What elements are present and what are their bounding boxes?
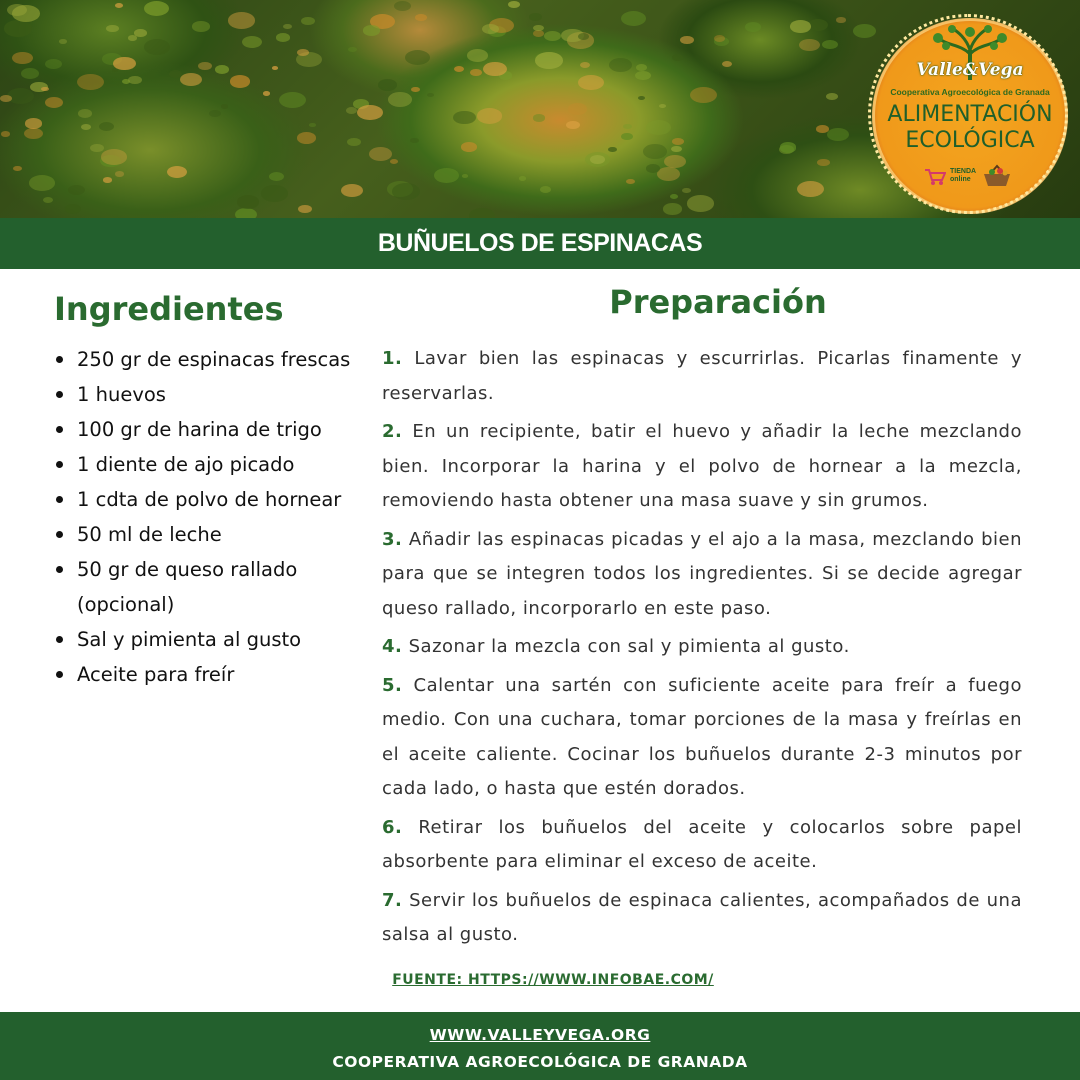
preparation-step [382,811,1022,880]
texture-speck [29,175,55,191]
texture-speck [646,164,661,173]
texture-speck [454,66,464,72]
texture-speck [115,171,125,177]
texture-speck [664,155,686,168]
texture-speck [276,33,290,41]
basket-icon [982,164,1012,188]
ingredient-item [54,552,364,622]
texture-speck [21,68,39,79]
step-number: 6. [382,816,403,838]
hero-food-photo [0,0,1080,218]
texture-speck [279,92,306,108]
ingredient-text: 250 gr de espinacas frescas [77,348,351,371]
texture-speck [272,66,278,70]
preparation-step [382,415,1022,519]
recipe-title-bar [0,218,1080,269]
texture-speck [230,75,250,87]
texture-speck [115,3,123,8]
bullet-icon [56,461,63,468]
texture-speck [470,69,481,76]
texture-speck [144,39,170,55]
texture-speck [198,62,212,70]
ingredient-text: 50 gr de queso rallado (opcional) [77,558,298,616]
ingredients-list [54,342,364,692]
texture-speck [682,188,691,193]
texture-speck [827,128,849,141]
preparation-step [382,342,1022,411]
badge-tienda-word: TIENDA [950,168,977,175]
step-number: 1. [382,348,403,369]
texture-speck [462,174,468,178]
badge-line-ecologica: ECOLÓGICA [905,128,1035,153]
texture-speck [261,185,288,201]
step-number: 2. [382,421,403,442]
texture-speck [113,57,135,70]
texture-speck [0,95,12,102]
preparation-step [382,669,1022,807]
texture-speck [78,109,92,118]
bullet-icon [56,391,63,398]
texture-speck [101,149,127,165]
ingredient-item [54,412,364,447]
texture-speck [790,20,811,32]
ingredient-text: 1 huevos [77,383,166,406]
texture-speck [529,13,542,21]
texture-speck [590,155,605,164]
ingredient-item [54,342,364,377]
texture-speck [621,133,632,140]
texture-speck [390,159,398,164]
step-text: Añadir las espinacas picadas y el ajo a la masa, mezclando bien para que se integren todos los ingredientes. Si se decide agregar queso rallado, incorporarlo en este paso. [382,528,1022,619]
texture-speck [301,17,315,25]
badge-online-word: online [950,176,971,183]
step-number: 5. [382,674,403,696]
texture-speck [580,62,590,68]
texture-speck [106,25,118,32]
ingredients-heading: Ingredientes [54,290,284,328]
ingredient-item [54,657,364,692]
texture-speck [663,203,682,214]
texture-speck [608,147,617,153]
step-number: 7. [382,889,403,911]
texture-speck [81,124,91,130]
texture-speck [45,97,63,108]
texture-speck [43,197,53,203]
texture-speck [672,138,684,145]
bullet-icon [56,636,63,643]
texture-speck [12,52,34,65]
bullet-icon [56,671,63,678]
step-text: Sazonar la mezcla con sal y pimienta al gusto. [408,636,850,657]
footer-website-link[interactable]: WWW.VALLEYVEGA.ORG [429,1026,651,1044]
preparation-step [382,523,1022,627]
texture-speck [1,131,11,137]
step-text: Retirar los buñuelos del aceite y colocarlos sobre papel absorbente para eliminar el exceso de aceite. [382,816,1022,872]
texture-speck [477,108,503,123]
texture-speck [578,33,589,40]
texture-speck [122,79,130,84]
texture-speck [635,71,651,81]
texture-speck [128,35,138,41]
texture-speck [405,50,430,65]
badge-brand-name: Valle&Vega [916,60,1024,80]
texture-speck [690,87,717,103]
texture-speck [826,93,838,100]
ingredient-text: Aceite para freír [77,663,235,686]
texture-speck [461,142,477,152]
texture-speck [192,21,209,31]
texture-speck [99,122,114,131]
texture-speck [568,103,587,114]
texture-speck [636,64,647,71]
texture-speck [453,111,475,124]
texture-speck [680,36,694,45]
texture-speck [269,172,284,181]
texture-speck [298,205,312,213]
texture-speck [283,24,292,30]
badge-tienda-online [950,168,976,184]
step-text: Lavar bien las espinacas y escurrirlas. Picarlas finamente y reservarlas. [382,348,1022,404]
texture-speck [167,166,187,178]
bullet-icon [56,356,63,363]
footer-bar [0,1012,1080,1080]
texture-speck [621,11,646,26]
texture-speck [411,87,419,92]
bullet-icon [56,566,63,573]
ingredient-item [54,482,364,517]
texture-speck [65,204,81,213]
texture-speck [799,39,820,52]
bullet-icon [56,426,63,433]
texture-speck [535,52,563,69]
texture-speck [822,40,838,49]
texture-speck [215,65,230,74]
texture-speck [533,114,545,121]
texture-speck [670,194,678,199]
texture-speck [357,105,382,120]
texture-speck [722,61,732,67]
texture-speck [297,49,309,56]
texture-speck [410,138,419,144]
texture-speck [687,195,714,211]
texture-speck [817,159,829,166]
texture-speck [427,93,434,97]
texture-speck [378,79,397,91]
texture-speck [659,104,666,108]
texture-speck [578,75,604,90]
texture-speck [348,47,356,52]
texture-speck [25,118,42,128]
texture-speck [13,166,22,171]
step-text: Servir los buñuelos de espinaca calientes, acompañados de una salsa al gusto. [382,889,1022,945]
texture-speck [853,24,876,38]
ingredient-item [54,622,364,657]
texture-speck [392,183,420,200]
texture-speck [369,147,392,161]
texture-speck [797,181,824,197]
texture-speck [297,132,316,143]
texture-speck [309,123,315,127]
ingredient-item [54,447,364,482]
texture-speck [415,14,426,21]
texture-speck [209,110,222,118]
texture-speck [45,59,62,69]
recipe-title: BUÑUELOS DE ESPINACAS [377,229,703,257]
texture-speck [434,168,459,183]
texture-speck [144,1,169,16]
ingredient-text: 100 gr de harina de trigo [77,418,322,441]
ingredient-item [54,517,364,552]
texture-speck [544,31,561,41]
texture-speck [4,20,32,37]
texture-speck [237,195,259,208]
texture-speck [388,92,412,107]
step-number: 3. [382,528,403,550]
preparation-step [382,630,1022,665]
texture-speck [836,17,845,23]
texture-speck [469,208,495,218]
badge-coop-name: Cooperativa Agroecológica de Granada [890,87,1050,97]
texture-speck [643,144,667,159]
preparation-step [382,884,1022,953]
source-link[interactable]: FUENTE: HTTPS://WWW.INFOBAE.COM/ [392,972,714,988]
texture-speck [508,1,520,8]
preparation-steps [382,342,1022,957]
texture-speck [24,128,43,140]
bullet-icon [56,496,63,503]
texture-speck [623,124,632,129]
step-text: En un recipiente, batir el huevo y añadir la leche mezclando bien. Incorporar la harina y el polvo de hornear a la mezcla, removiendo hasta obtener una masa suave y sin grumos. [382,421,1022,511]
texture-speck [657,167,681,181]
texture-speck [780,142,797,152]
texture-speck [646,120,671,135]
texture-speck [59,39,67,44]
valle-vega-logo-badge [872,18,1068,214]
ingredient-text: 50 ml de leche [77,523,222,546]
texture-speck [347,138,361,146]
texture-speck [68,185,85,195]
texture-speck [638,96,645,100]
ingredient-text: Sal y pimienta al gusto [77,628,302,651]
step-text: Calentar una sartén con suficiente aceite para freír a fuego medio. Con una cuchara, tomar porciones de la masa y freírlas en el aceite caliente. Cocinar los buñuelos durante 2-3 minutos por cada lado, o hasta que estén dorados. [382,674,1022,799]
texture-speck [745,22,761,32]
footer-coop-name: COOPERATIVA AGROECOLÓGICA DE GRANADA [332,1053,748,1071]
texture-speck [235,208,257,218]
bullet-icon [56,531,63,538]
texture-speck [180,73,203,87]
texture-speck [467,49,488,62]
texture-speck [228,12,256,29]
texture-speck [363,25,381,36]
texture-speck [609,58,632,72]
texture-speck [103,177,112,182]
texture-speck [394,1,411,11]
texture-speck [540,186,551,193]
texture-speck [671,146,682,153]
texture-speck [7,4,27,16]
texture-speck [90,144,103,152]
ingredient-item [54,377,364,412]
texture-speck [242,36,263,48]
texture-speck [519,176,527,181]
texture-speck [566,121,580,129]
preparation-heading: Preparación [609,283,827,321]
step-number: 4. [382,636,403,657]
texture-speck [221,104,228,108]
texture-speck [263,91,271,96]
texture-speck [41,87,49,92]
cart-icon [924,168,946,186]
source-credit [0,971,1080,989]
texture-speck [128,76,142,85]
texture-speck [341,184,363,197]
ingredient-text: 1 cdta de polvo de hornear [77,488,342,511]
texture-speck [672,54,684,61]
badge-line-alimentacion: ALIMENTACIÓN [887,102,1053,127]
ingredient-text: 1 diente de ajo picado [77,453,295,476]
texture-speck [77,74,104,90]
texture-speck [626,179,635,184]
texture-speck [346,107,358,114]
